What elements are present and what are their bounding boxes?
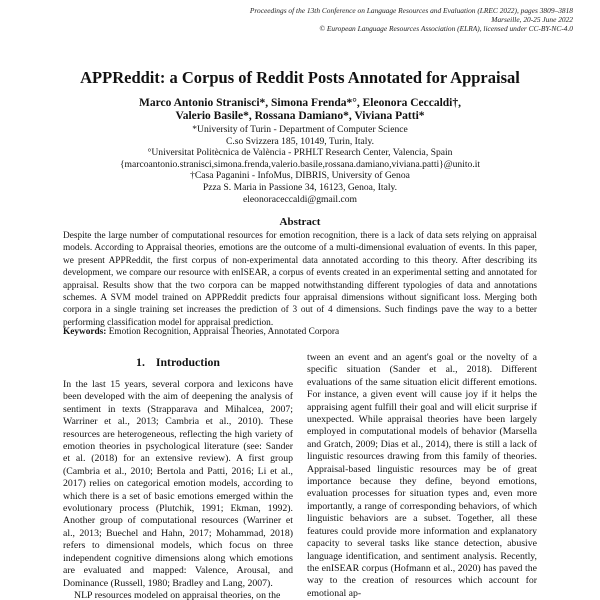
keywords-line	[63, 327, 537, 337]
right-column	[307, 352, 537, 600]
left-column	[63, 352, 293, 600]
section-1-title: Introduction	[155, 355, 220, 369]
license-line: © European Language Resources Association (ELRA), licensed under CC-BY-NC-4.0	[319, 24, 573, 33]
affiliation-turin: *University of Turin - Department of Computer Science	[192, 124, 408, 135]
affiliation-valencia: °Universitat Politècnica de València - PRHLT Research Center, Valencia, Spain	[147, 147, 453, 159]
intro-paragraph-continued: tween an event and an agent's goal or the novelty of a specific situation (Sander et al., 2018). Different evaluations of the same situation elicit different emotions. For instance, a given event will cause joy if it helps the appraising agent fulfill their goal and will elicit surprise if unexpected. While appraisal theories have been largely employed in computational models of behavior (Marsella and Gratch, 2009; Dias et al., 2014), there is still a lack of linguistic resources drawing from this family of theories. Appraisal-based linguistic resources may be of great importance because they define, beyond emotions, evaluation processes for situation types and, even more importantly, a range of corresponding behaviors, of which linguistic behaviors are a subset. Together, all these features could provide more information and explanatory capacity to several tasks like stance detection, abusive language identification, and sentiment analysis. Recently, the enISEAR corpus (Hofmann et al., 2020) has paved the way to the creation of resources which account for emotional ap-	[307, 352, 537, 599]
section-1-number: 1.	[136, 355, 145, 369]
intro-paragraph-1: In the last 15 years, several corpora and lexicons have been developed with the aim of deepening the analysis of sentiment in texts (Strapparava and Mihalcea, 2007; Warriner et al., 2013; Cambria et al., 2010). These resources are heterogeneous, reflecting the high variety of emotion theories in psychological literature (see: Sander et al. (2018) for an extensive review). A first group (Cambria et al., 2010; Bertola and Patti, 2016; Li et al., 2017) relies on categorical emotion models, according to which there is a set of basic emotions emerged within the evolutionary process (Plutchik, 1991; Ekman, 1992). Another group of computational resources (Warriner et al., 2013; Buechel and Hahn, 2017; Mohammad, 2018) refers to dimensional models, which focus on three independent cognitive dimensions along which emotions are evaluated and mapped: Valence, Arousal, and Dominance (Russell, 1980; Bradley and Lang, 2007).	[63, 379, 293, 589]
affiliation-genoa-address: Pzza S. Maria in Passione 34, 16123, Genoa, Italy.	[202, 181, 398, 193]
unito-emails: {marcoantonio.stranisci,simona.frenda,valerio.basile,rossana.damiano,viviana.patti}@unito.it	[119, 158, 481, 170]
keywords-text: Emotion Recognition, Appraisal Theories, Annotated Corpora	[108, 327, 340, 337]
abstract-heading: Abstract	[279, 216, 321, 228]
affiliation-genoa: †Casa Paganini - InfoMus, DIBRIS, University of Genoa	[190, 170, 410, 182]
affiliation-turin-address: C.so Svizzera 185, 10149, Turin, Italy.	[225, 135, 375, 147]
paper-title: APPReddit: a Corpus of Reddit Posts Annotated for Appraisal	[80, 68, 520, 87]
author-line-2: Valerio Basile*, Rossana Damiano*, Viviana Patti*	[175, 110, 425, 122]
proceedings-line: Proceedings of the 13th Conference on Language Resources and Evaluation (LREC 2022), pages 3809–3818	[249, 6, 573, 15]
venue-date-line: Marseille, 20-25 June 2022	[491, 15, 573, 24]
intro-paragraph-2: NLP resources modeled on appraisal theories, on the	[74, 589, 281, 600]
keywords-label: Keywords:	[63, 327, 107, 337]
abstract-text: Despite the large number of computational resources for emotion recognition, there is a lack of data sets relying on appraisal models. According to Appraisal theories, emotions are the outcome of a multi-dimensional evaluation of events. In this paper, we present APPReddit, the first corpus of non-experimental data annotated according to this theory. After describing its development, we compare our resource with enISEAR, a corpus of events created in an experimental setting and annotated for appraisal. Results show that the two corpora can be mapped notwithstanding different typologies of data and annotations schemes. A SVM model trained on APPReddit predicts four appraisal dimensions without significant loss. Merging both corpora in a single training set increases the prediction of 3 out of 4 dimensions. Such findings pave the way to a better performing classification model for appraisal prediction.	[63, 231, 537, 328]
two-column-body	[63, 352, 537, 600]
proceedings-header	[250, 6, 573, 33]
author-list	[0, 97, 600, 123]
affiliations-block	[0, 124, 600, 205]
section-1-heading	[63, 355, 293, 370]
email-ceccaldi: eleonoraceccaldi@gmail.com	[242, 193, 358, 205]
author-line-1: Marco Antonio Stranisci*, Simona Frenda*°, Eleonora Ceccaldi†,	[138, 97, 462, 109]
